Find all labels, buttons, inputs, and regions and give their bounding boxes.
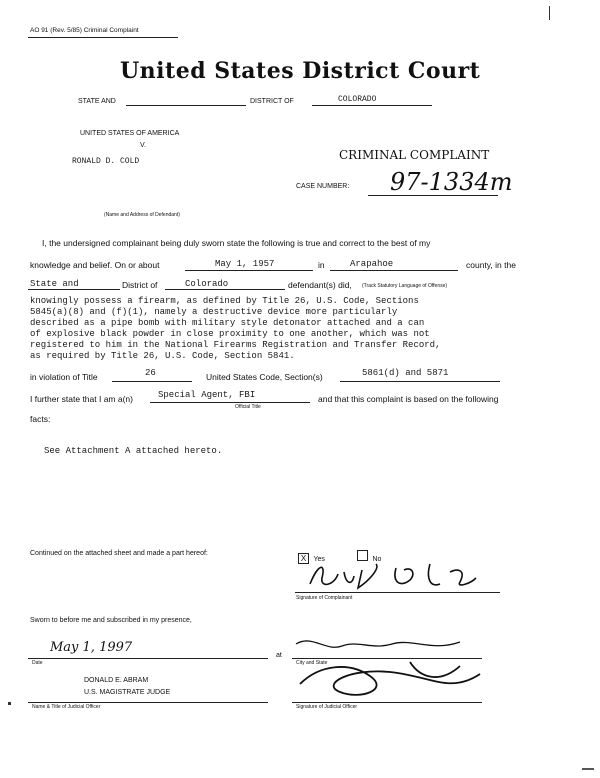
county-line [330,270,458,271]
case-number-label: CASE NUMBER: [296,183,350,190]
intro-line: I, the undersigned complainant being duly sworn state the following is true and correct to the best of my [42,238,431,248]
offense-line: 5845(a)(8) and (f)(1), namely a destructive device more particularly [30,307,398,317]
official-title: Special Agent, FBI [158,390,256,400]
offense-line: registered to him in the National Firearms Registration and Transfer Record, [30,340,441,350]
at-label: at [276,652,282,659]
header-rule [28,37,178,38]
case-number-line [368,195,498,196]
official-caption: Official Title [235,404,261,410]
statutory-caption: (Track Statutory Language of Offense) [362,283,448,289]
district-value-2: Colorado [185,279,229,289]
based-on-label: and that this complaint is based on the following [318,394,499,404]
district-line [312,105,432,106]
sections-line [340,381,500,382]
district-label: DISTRICT OF [250,98,294,105]
judge-caption: Name & Title of Judicial Officer [32,704,101,710]
no-label: No [372,556,382,563]
district-value-line [165,289,285,290]
facts-label: facts: [30,414,51,424]
county-value: Arapahoe [350,259,394,269]
sworn-text: Sworn to before me and subscribed in my presence, [30,617,192,624]
continued-label: Continued on the attached sheet and made a part hereof: [30,550,208,557]
complainant-sig-line [295,592,500,593]
defendant-did: defendant(s) did, [288,280,352,290]
official-line [150,402,310,403]
date-line [185,270,313,271]
offense-line: as required by Title 26, U.S. Code, Section 5841. [30,351,295,361]
judge-title: U.S. MAGISTRATE JUDGE [84,689,171,696]
title-line [112,381,192,382]
sections-value: 5861(d) and 5871 [362,368,449,378]
title-value: 26 [145,368,156,378]
judge-name-line [28,702,268,703]
date-caption: Date [32,660,43,666]
corner-mark [582,768,594,770]
yes-mark: X [298,553,309,564]
state-value: State and [30,279,79,289]
complainant-signature [300,558,500,594]
knowledge-line: knowledge and belief. On or about [30,260,160,270]
judge-sig-caption: Signature of Judicial Officer [296,704,358,710]
versus: V. [140,142,146,149]
judge-signature [290,654,490,704]
district-value: COLORADO [338,95,377,104]
margin-mark [8,702,11,705]
judge-sig-line [292,702,482,703]
complainant-sig-caption: Signature of Complainant [296,595,353,601]
in-label: in [318,260,325,270]
offense-line: described as a pipe bomb with military style detonator attached and a can [30,318,425,328]
case-number-value: 97-1334m [390,168,513,196]
violation-label: in violation of Title [30,372,98,382]
offense-date: May 1, 1957 [215,259,275,269]
offense-line: knowingly possess a firearm, as defined by Title 26, U.S. Code, Sections [30,296,419,306]
defendant-caption: (Name and Address of Defendant) [104,212,180,218]
state-label: STATE AND [78,98,116,105]
attachment-text: See Attachment A attached hereto. [44,446,223,456]
state-value-line [28,289,120,290]
sworn-date: May 1, 1997 [50,640,133,655]
judge-name: DONALD E. ABRAM [84,677,149,684]
county-label: county, in the [466,260,516,270]
offense-line: of explosive black powder in close proximity to one another, which was not [30,329,430,339]
form-id: AO 91 (Rev. 5/85) Criminal Complaint [30,27,139,34]
state-line [126,105,246,106]
yes-label: Yes [313,556,325,563]
district-of-label: District of [122,280,158,290]
date-sig-line [28,658,268,659]
doc-type: CRIMINAL COMPLAINT [339,148,490,162]
further-label: I further state that I am a(n) [30,394,133,404]
court-title: United States District Court [120,58,481,84]
plaintiff: UNITED STATES OF AMERICA [80,130,180,137]
defendant-name: RONALD D. COLD [72,157,140,166]
usc-label: United States Code, Section(s) [206,372,323,382]
city-caption: City and State [296,660,328,666]
edge-mark [549,6,550,20]
